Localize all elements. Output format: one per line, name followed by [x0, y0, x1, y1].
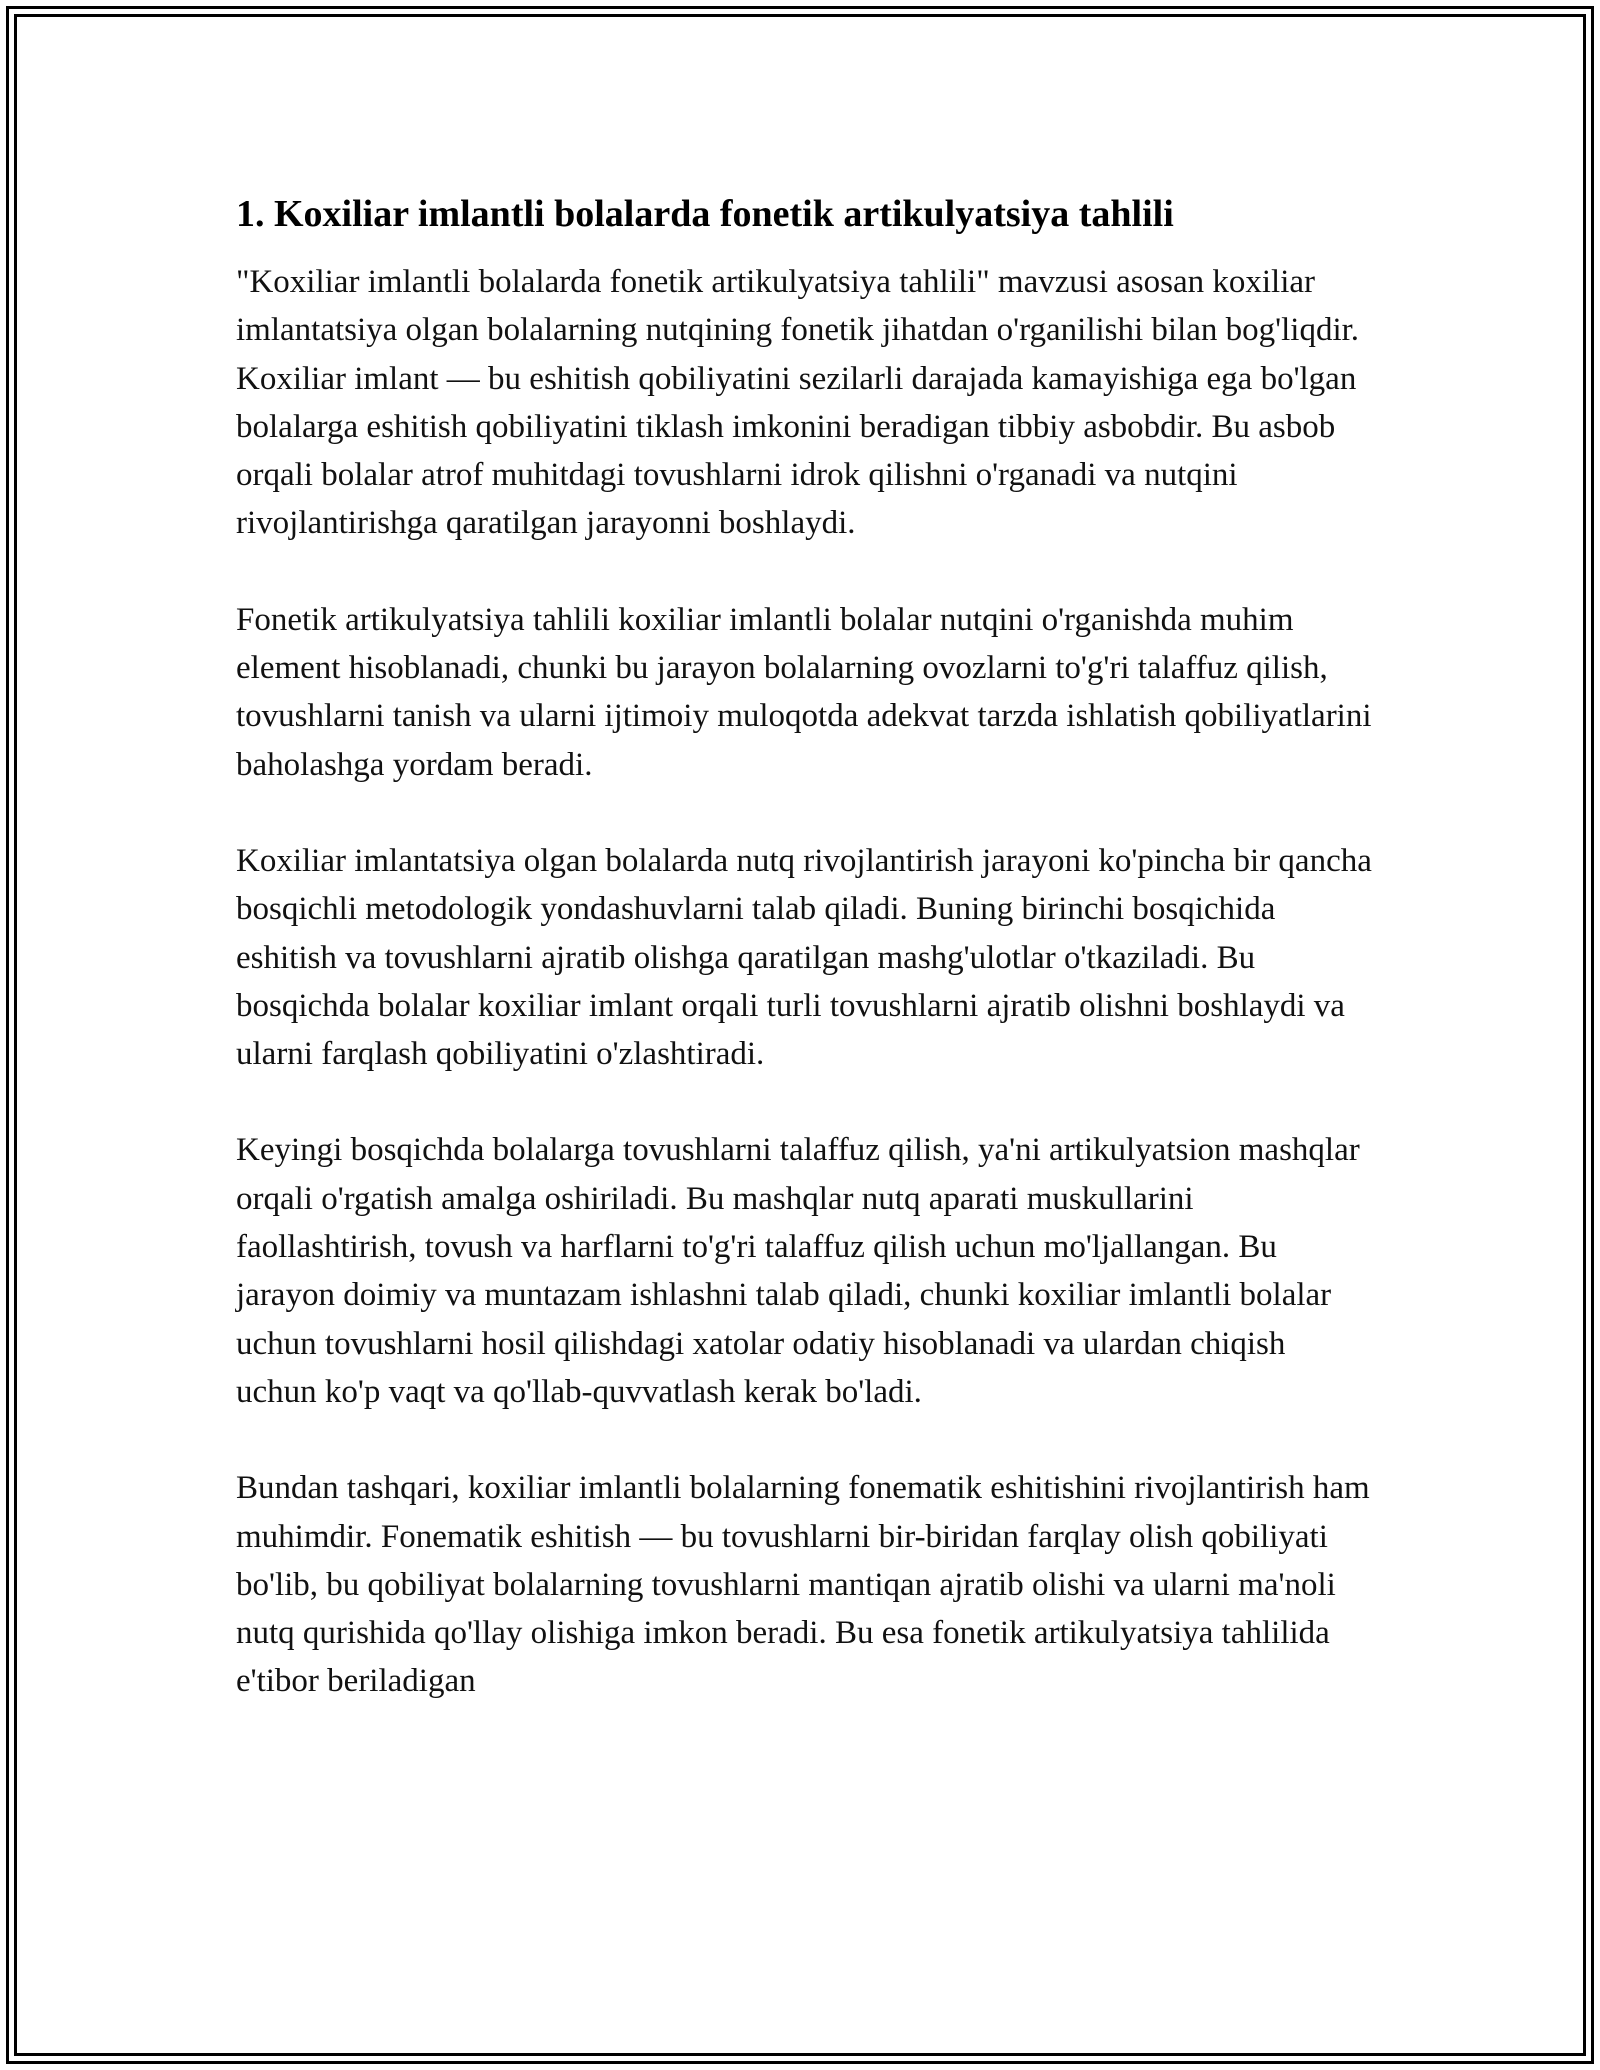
- paragraph-5: Bundan tashqari, koxiliar imlantli bolalarning fonematik eshitishini rivojlantirish ham muhimdir. Fonematik eshitish — bu tovushlarni bir-biridan farqlay olish qobiliyati bo'lib, bu qobiliyat bolalarning tovushlarni mantiqan ajratib olishi va ularni ma'noli nutq qurishida qo'llay olishiga imkon beradi. Bu esa fonetik artikulyatsiya tahlilida e'tibor beriladigan: [236, 1470, 1370, 1700]
- section-heading: 1. Koxiliar imlantli bolalarda fonetik artikulyatsiya tahlili: [236, 193, 1174, 235]
- document-body: [236, 190, 1372, 1754]
- paragraph-1: "Koxiliar imlantli bolalarda fonetik artikulyatsiya tahlili" mavzusi asosan koxiliar imlantatsiya olgan bolalarning nutqining fonetik jihatdan o'rganilishi bilan bog'liqdir. Koxiliar imlant — bu eshitish qobiliyatini sezilarli darajada kamayishiga ega bo'lgan bolalarga eshitish qobiliyatini tiklash imkonini beradigan tibbiy asbobdir. Bu asbob orqali bolalar atrof muhitdagi tovushlarni idrok qilishni o'rganadi va nutqini rivojlantirishga qaratilgan jarayonni boshlaydi.: [236, 264, 1360, 542]
- paragraph-2: Fonetik artikulyatsiya tahlili koxiliar imlantli bolalar nutqini o'rganishda muhim element hisoblanadi, chunki bu jarayon bolalarning ovozlarni to'g'ri talaffuz qilish, tovushlarni tanish va ularni ijtimoiy muloqotda adekvat tarzda ishlatish qobiliyatlarini baholashga yordam beradi.: [236, 601, 1372, 783]
- paragraph-3: Koxiliar imlantatsiya olgan bolalarda nutq rivojlantirish jarayoni ko'pincha bir qancha bosqichli metodologik yondashuvlarni talab qiladi. Buning birinchi bosqichida eshitish va tovushlarni ajratib olishga qaratilgan mashg'ulotlar o'tkaziladi. Bu bosqichda bolalar koxiliar imlant orqali turli tovushlarni ajratib olishni boshlaydi va ularni farqlash qobiliyatini o'zlashtiradi.: [236, 842, 1372, 1073]
- paragraph-4: Keyingi bosqichda bolalarga tovushlarni talaffuz qilish, ya'ni artikulyatsion mashqlar orqali o'rgatish amalga oshiriladi. Bu mashqlar nutq aparati muskullarini faollashtirish, tovush va harflarni to'g'ri talaffuz qilish uchun mo'ljallangan. Bu jarayon doimiy va muntazam ishlashni talab qiladi, chunki koxiliar imlantli bolalar uchun tovushlarni hosil qilishdagi xatolar odatiy hisoblanadi va ulardan chiqish uchun ko'p vaqt va qo'llab-quvvatlash kerak bo'ladi.: [236, 1132, 1360, 1410]
